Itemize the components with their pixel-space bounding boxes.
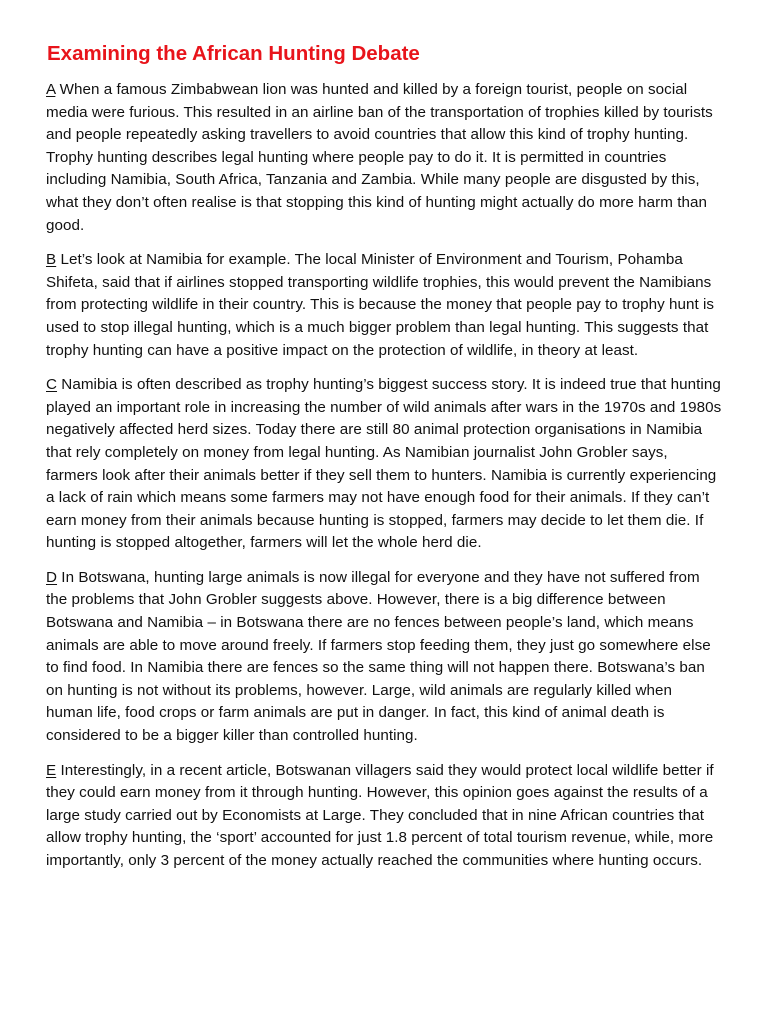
paragraph-c — [46, 374, 722, 555]
paragraph-letter: D — [46, 568, 58, 586]
paragraph-text: Let’s look at Namibia for example. The local Minister of Environment and Tourism, Pohamba Shifeta, said that if airlines stopped transporting wildlife trophies, this would prevent the Namibians from protecting wildlife in their country. This is because the money that people pay to trophy hunt is used to stop illegal hunting, which is a much bigger problem than legal hunting. This suggests that trophy hunting can have a positive impact on the protection of wildlife, in theory at least. — [46, 251, 715, 359]
paragraph-letter: E — [46, 761, 57, 779]
paragraph-letter: A — [46, 81, 56, 98]
paragraph-letter: B — [46, 251, 57, 269]
document-title: Examining the African Hunting Debate — [47, 42, 420, 65]
paragraph-text: In Botswana, hunting large animals is now illegal for everyone and they have not suffered from the problems that John Grobler suggests above. However, there is a big difference between Botswana and Namibia – in Botswana there are no fences between people’s land, which means animals are able to move around freely. If farmers stop feeding them, they just go somewhere else to find food. In Namibia there are fences so the same thing will not happen there. Botswana’s ban on hunting is not without its problems, however. Large, wild animals are regularly killed when human life, food crops or farm animals are put in danger. In fact, this kind of animal death is considered to be a bigger killer than controlled hunting. — [46, 568, 711, 745]
paragraph-letter: C — [46, 376, 58, 394]
paragraph-text: When a famous Zimbabwean lion was hunted and killed by a foreign tourist, people on social media were furious. This resulted in an airline ban of the transportation of trophies killed by tourists and people repeatedly asking travellers to avoid countries that allow this kind of trophy hunting. Trophy hunting describes legal hunting where people pay to do it. It is permitted in countries including Namibia, South Africa, Tanzania and Zambia. While many people are disgusted by this, what they don’t often realise is that stopping this kind of hunting might actually do more harm than good. — [46, 81, 713, 234]
paragraph-e — [46, 760, 722, 873]
paragraph-a — [46, 79, 722, 237]
paragraph-b — [46, 249, 722, 362]
paragraph-text: Namibia is often described as trophy hunting’s biggest success story. It is indeed true that hunting played an important role in increasing the number of wild animals after wars in the 1970s and 1980s negatively affected herd sizes. Today there are still 80 animal protection organisations in Namibia that rely completely on money from legal hunting. As Namibian journalist John Grobler says, farmers look after their animals better if they sell them to hunters. Namibia is currently experiencing a lack of rain which means some farmers may not have enough food for their animals. If they can’t earn money from their animals because hunting is stopped, farmers may decide to let them die. If hunting is stopped altogether, farmers will let the whole herd die. — [46, 376, 722, 552]
paragraph-d — [46, 567, 722, 748]
paragraph-text: Interestingly, in a recent article, Botswanan villagers said they would protect local wildlife better if they could earn money from it through hunting. However, this opinion goes against the results of a large study carried out by Economists at Large. They concluded that in nine African countries that allow trophy hunting, the ‘sport’ accounted for just 1.8 percent of total tourism revenue, while, more importantly, only 3 percent of the money actually reached the communities where hunting occurs. — [46, 761, 714, 869]
